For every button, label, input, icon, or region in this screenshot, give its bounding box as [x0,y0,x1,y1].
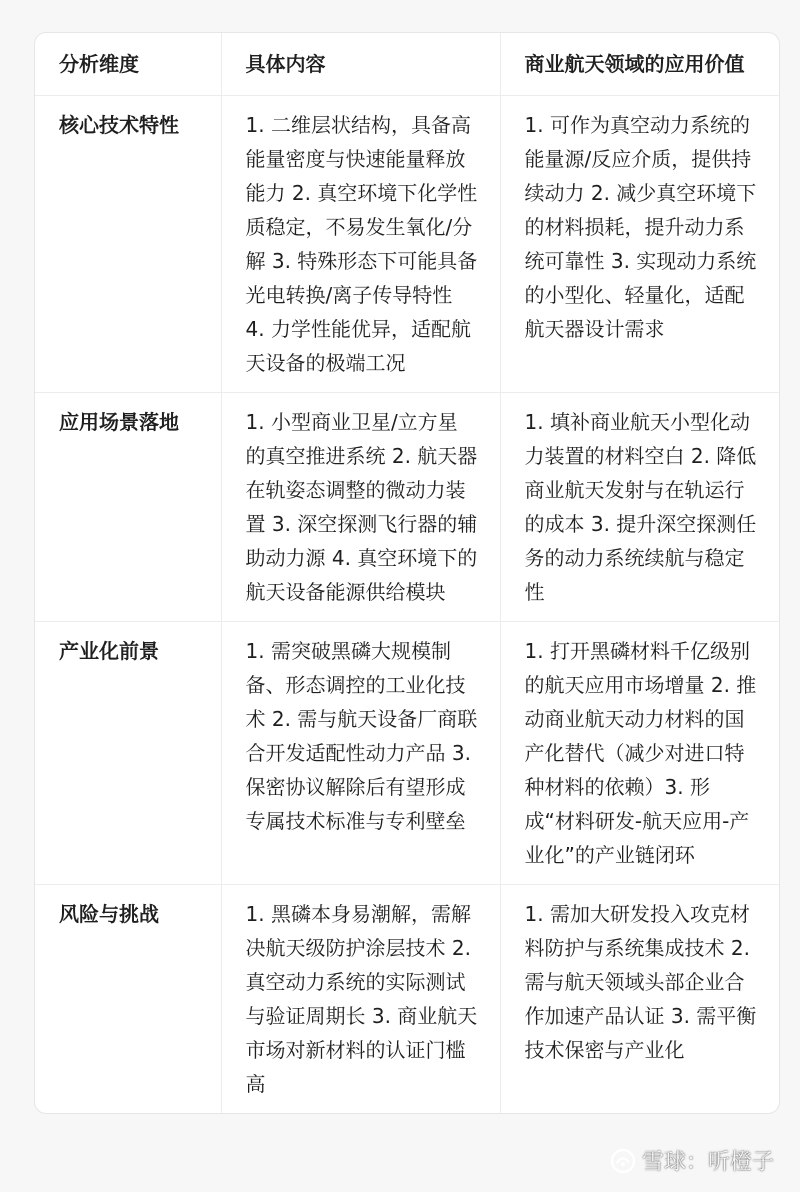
watermark [610,1145,774,1176]
row-dimension: 应用场景落地 [35,393,221,622]
row-dimension: 核心技术特性 [35,96,221,393]
row-value: 1. 需加大研发投入攻克材料防护与系统集成技术 2. 需与航天领域头部企业合作加速产品认证 3. 需平衡技术保密与产业化 [524,902,757,1062]
row-content: 1. 小型商业卫星/立方星的真空推进系统 2. 航天器在轨姿态调整的微动力装置 3. 深空探测飞行器的辅助动力源 4. 真空环境下的航天设备能源供给模块 [221,393,500,622]
row-content: 1. 二维层状结构，具备高能量密度与快速能量释放能力 2. 真空环境下化学性质稳定，不易发生氧化/分解 3. 特殊形态下可能具备光电转换/离子传导特性 4. 力学性能优异，适配航天设备的极端工况 [221,96,500,393]
row-content: 1. 需突破黑磷大规模制备、形态调控的工业化技术 2. 需与航天设备厂商联合开发适配性动力产品 3. 保密协议解除后有望形成专属技术标准与专利壁垒 [221,622,500,885]
table-row [35,96,779,393]
row-value: 1. 打开黑磷材料千亿级别的航天应用市场增量 2. 推动商业航天动力材料的国产化替代（减少对进口特种材料的依赖）3. 形成“材料研发-航天应用-产业化”的产业链闭环 [500,622,779,885]
header-value: 商业航天领域的应用价值 [500,33,779,96]
row-content: 1. 黑磷本身易潮解，需解决航天级防护涂层技术 2. 真空动力系统的实际测试与验证周期长 3. 商业航天市场对新材料的认证门槛高 [221,885,500,1114]
table-row [35,393,779,622]
header-content: 具体内容 [221,33,500,96]
row-dimension: 风险与挑战 [35,885,221,1114]
table-row [35,622,779,885]
row-dimension: 产业化前景 [35,622,221,885]
row-value: 1. 可作为真空动力系统的能量源/反应介质，提供持续动力 2. 减少真空环境下的材料损耗，提升动力系统可靠性 3. 实现动力系统的小型化、轻量化，适配航天器设计需求 [500,96,779,393]
table-row [35,885,779,1114]
header-dimension: 分析维度 [35,33,221,96]
analysis-table [35,33,779,1113]
table-header-row [35,33,779,96]
row-value: 1. 填补商业航天小型化动力装置的材料空白 2. 降低商业航天发射与在轨运行的成本 3. 提升深空探测任务的动力系统续航与稳定性 [500,393,779,622]
snowball-logo-icon [610,1148,636,1174]
watermark-text: 雪球：听橙子 [641,1150,774,1175]
analysis-table-card [34,32,780,1114]
